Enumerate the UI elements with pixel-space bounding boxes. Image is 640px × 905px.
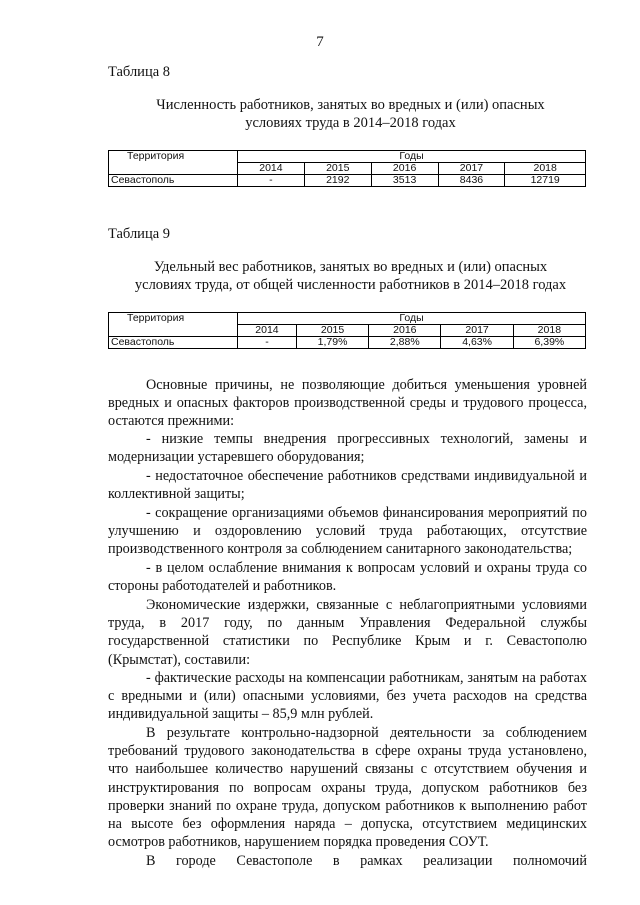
table8-year: 2018 [505,163,586,175]
table9-title-line2: условиях труда, от общей численности работников в 2014–2018 годах [134,277,567,293]
table9-year: 2018 [513,325,585,337]
table9-year: 2015 [296,325,368,337]
paragraph-causes: Основные причины, не позволяющие добиться уменьшения уровней вредных и опасных факторов производственной среды и трудового процесса, остаются прежними: [108,377,587,430]
table8-year: 2017 [438,163,505,175]
paragraph-sevastopol: В городе Севастополе в рамках реализации полномочий [146,853,587,869]
table8-value: 8436 [438,175,505,187]
table9-title [108,258,593,294]
page-number: 7 [316,34,324,50]
table8-value: 2192 [304,175,371,187]
table8-header-years: Годы [238,151,586,163]
bullet-low-tech-pace: - низкие темпы внедрения прогрессивных технологий, замены и модернизации устаревшего оборудования; [108,431,587,466]
table8-value: 3513 [371,175,438,187]
table9-territory: Севастополь [109,337,238,349]
bullet-attention-weakening: - в целом ослабление внимания к вопросам условий и охраны труда со стороны работодателей и работников. [108,560,587,595]
table8-year: 2014 [238,163,305,175]
table9-value: 6,39% [513,337,585,349]
table9-header-years: Годы [238,313,586,325]
table8-title-line1: Численность работников, занятых во вредных и (или) опасных [156,97,545,113]
table8-title-line2: условиях труда в 2014–2018 годах [245,115,456,131]
table8-territory: Севастополь [109,175,238,187]
table9-label: Таблица 9 [108,226,171,242]
table8-title [108,96,593,132]
table9-value: 1,79% [296,337,368,349]
table8-value: 12719 [505,175,586,187]
table9-value: 4,63% [441,337,513,349]
table8-label: Таблица 8 [108,64,171,80]
table9-year: 2016 [369,325,441,337]
table8-value: - [238,175,305,187]
table9 [108,312,586,349]
table9-header-territory: Территория [109,313,238,337]
paragraph-economic-costs: Экономические издержки, связанные с неблагоприятными условиями труда, в 2017 году, по данным Управления Федеральной службы государственной статистики по Республике Крым и г. Севастополю (Крымстат), составили: [108,597,587,668]
table9-title-line1: Удельный вес работников, занятых во вредных и (или) опасных [153,259,548,275]
table9-year: 2014 [238,325,297,337]
table9-value: 2,88% [369,337,441,349]
table9-value: - [238,337,297,349]
table8-header-territory: Территория [109,151,238,175]
bullet-financing-cuts: - сокращение организациями объемов финансирования мероприятий по улучшению и оздоровлению условий труда работающих, отсутствие производственного контроля за соблюдением санитарного законодательства; [108,505,587,558]
table-row [109,175,586,187]
table8-year: 2015 [304,163,371,175]
table8 [108,150,586,187]
table9-year: 2017 [441,325,513,337]
bullet-actual-expenses: - фактические расходы на компенсации работникам, занятым на работах с вредными и (или) опасными условиями, без учета расходов на средства индивидуальной защиты – 85,9 млн рублей. [108,670,587,723]
bullet-protection-means: - недостаточное обеспечение работников средствами индивидуальной и коллективной защиты; [108,468,587,503]
table8-year: 2016 [371,163,438,175]
table-row [109,337,586,349]
paragraph-inspection-results: В результате контрольно-надзорной деятельности за соблюдением требований трудового законодательства в сфере охраны труда установлено, что наибольшее количество нарушений связаны с отсутствием обучения и инструктирования по вопросам охраны труда, допуском работников без проверки знаний по охране труда, допуском работников к выполнению работ на высоте без оформления наряда – допуска, отсутствием медицинских осмотров работников, нарушением порядка проведения СОУТ. [108,725,587,851]
